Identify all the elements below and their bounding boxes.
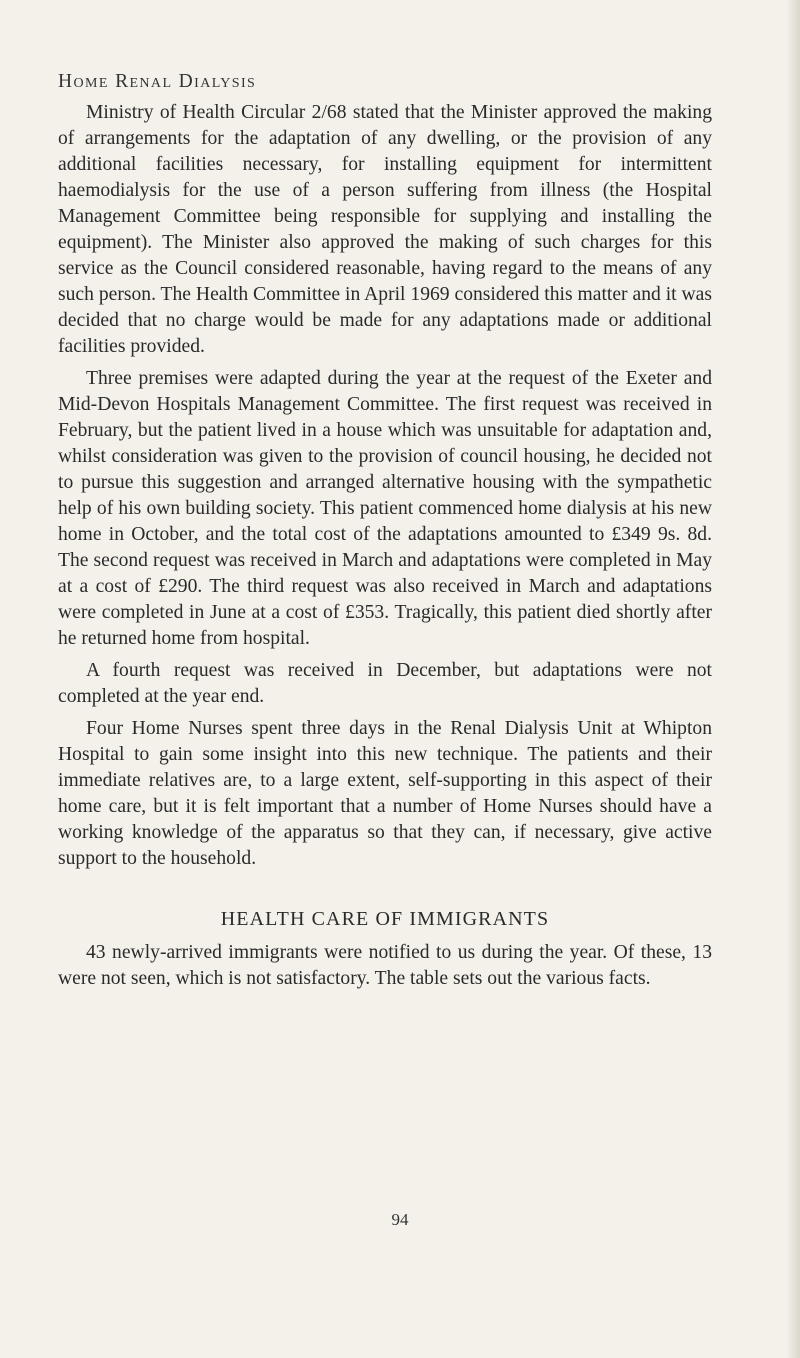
page-number: 94	[391, 1210, 409, 1229]
paragraph-ministry-circular: Ministry of Health Circular 2/68 stated that the Minister approved the making of arrangements for the adaptation of any dwelling, or the provision of any additional facilities necessary, for installing equipment for intermittent haemodialysis for the use of a person suffering from illness (the Hospital Management Committee being responsible for supplying and installing the equipment). The Minister also approved the making of such charges for this service as the Council considered reasonable, having regard to the means of any such person. The Health Committee in April 1969 considered this matter and it was decided that no charge would be made for any adaptations made or additional facilities provided.	[58, 102, 712, 357]
paragraph-home-nurses: Four Home Nurses spent three days in the Renal Dialysis Unit at Whipton Hospital to gain some insight into this new technique. The patients and their immediate relatives are, to a large extent, self-supporting in this aspect of their home care, but it is felt important that a number of Home Nurses should have a working knowledge of the apparatus so that they can, if necessary, give active support to the household.	[58, 718, 712, 869]
page-content	[58, 70, 712, 998]
section-heading-immigrants: HEALTH CARE OF IMMIGRANTS	[220, 908, 550, 930]
page-edge-shadow	[786, 0, 800, 1358]
paragraph-fourth-request: A fourth request was received in December, but adaptations were not completed at the year end.	[58, 660, 712, 707]
paragraph-premises-adapted: Three premises were adapted during the year at the request of the Exeter and Mid-Devon Hospitals Management Committee. The first request was received in February, but the patient lived in a house which was unsuitable for adaptation and, whilst consideration was given to the provision of council housing, he decided not to pursue this suggestion and arranged alternative housing with the sympathetic help of his own building society. This patient commenced home dialysis at his new home in October, and the total cost of the adaptations amounted to £349 9s. 8d. The second request was received in March and adaptations were completed in May at a cost of £290. The third request was also received in March and adaptations were completed in June at a cost of £353. Tragically, this patient died shortly after he returned home from hospital.	[58, 368, 712, 649]
paragraph-immigrants: 43 newly-arrived immigrants were notified to us during the year. Of these, 13 were not seen, which is not satisfactory. The table sets out the various facts.	[58, 942, 712, 989]
running-head: Home Renal Dialysis	[58, 71, 257, 92]
